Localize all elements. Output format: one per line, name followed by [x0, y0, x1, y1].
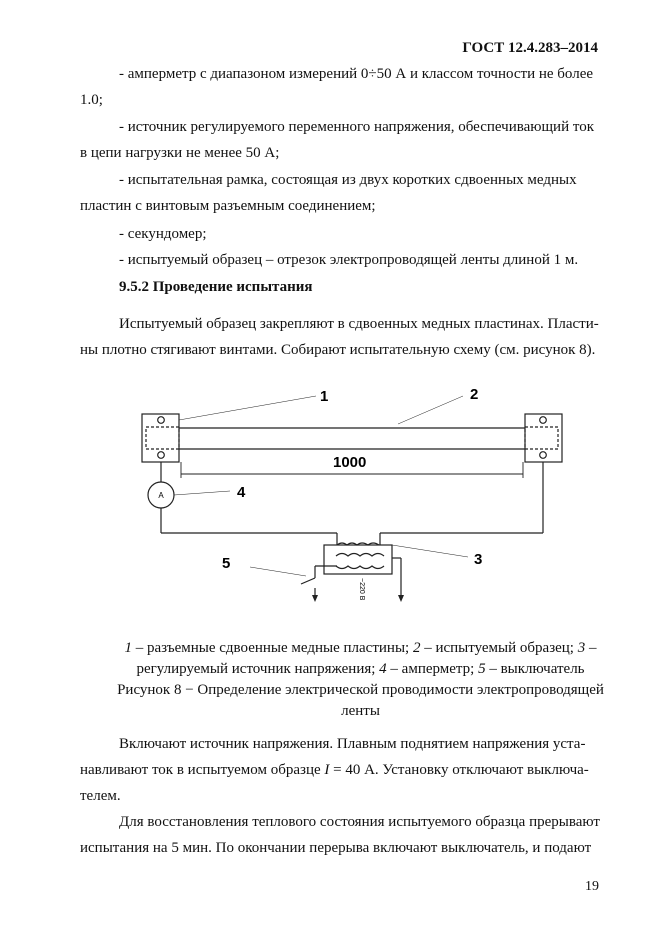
supply-output-arrow-icon	[398, 595, 404, 602]
stopwatch-item: - секундомер;	[119, 226, 207, 242]
right-top-screw-icon	[540, 417, 547, 424]
standard-header: ГОСТ 12.4.283–2014	[462, 40, 598, 56]
page-number: 19	[585, 879, 599, 894]
left-clamp-plate	[142, 414, 179, 462]
right-bottom-screw-icon	[540, 452, 547, 459]
label-4: 4	[237, 484, 246, 501]
left-top-screw-icon	[158, 417, 165, 424]
label-2: 2	[470, 386, 479, 403]
left-clamp-inner	[146, 427, 179, 449]
label-3: 3	[474, 551, 483, 568]
ammeter-symbol: A	[158, 491, 164, 500]
figure-legend: 1 – разъемные сдвоенные медные пластины; 2 – испытуемый образец; 3 – регулируемый источник напряжения; 4 – амперметр; 5 – выключатель	[124, 640, 597, 677]
paragraph-switch-on: Включают источник напряжения. Плавным поднятием напряжения уста- навливают ток в испытуемом образце I = 40 А. Установку отключают выключа- телем.	[80, 736, 589, 804]
transformer-tag: ~220 В	[358, 578, 365, 601]
source-item: - источник регулируемого переменного напряжения, обеспечивающий ток в цепи нагрузки не менее 50 А;	[80, 119, 595, 161]
figure-caption: Рисунок 8 − Определение электрической проводимости электропроводящей ленты	[117, 682, 604, 719]
frame-item: - испытательная рамка, состоящая из двух коротких сдвоенных медных пластин с винтовым разъемным соединением;	[80, 172, 577, 214]
section-heading: 9.5.2 Проведение испытания	[119, 279, 313, 295]
switch-blade	[301, 578, 315, 584]
transformer-primary-coil	[336, 554, 384, 557]
dimension-value: 1000	[333, 454, 367, 471]
sample-item: - испытуемый образец – отрезок электропроводящей ленты длиной 1 м.	[119, 252, 579, 268]
transformer-secondary-coil	[336, 566, 384, 569]
label-5: 5	[222, 555, 231, 572]
right-clamp-plate	[525, 414, 562, 462]
switch-output-arrow-icon	[312, 595, 318, 602]
paragraph-break: Для восстановления теплового состояния испытуемого образца прерывают испытания на 5 мин. По окончании перерыва включают выключатель, и подают	[80, 814, 600, 856]
right-clamp-inner	[525, 427, 558, 449]
paragraph-setup: Испытуемый образец закрепляют в сдвоенных медных пластинах. Пласти- ны плотно стягивают винтами. Собирают испытательную схему (см. рисунок 8).	[80, 316, 599, 358]
label-1: 1	[320, 388, 329, 405]
left-bottom-screw-icon	[158, 452, 165, 459]
transformer-core	[324, 545, 392, 574]
ammeter-item: - амперметр с диапазоном измерений 0÷50 А и классом точности не более 1.0;	[80, 66, 594, 108]
